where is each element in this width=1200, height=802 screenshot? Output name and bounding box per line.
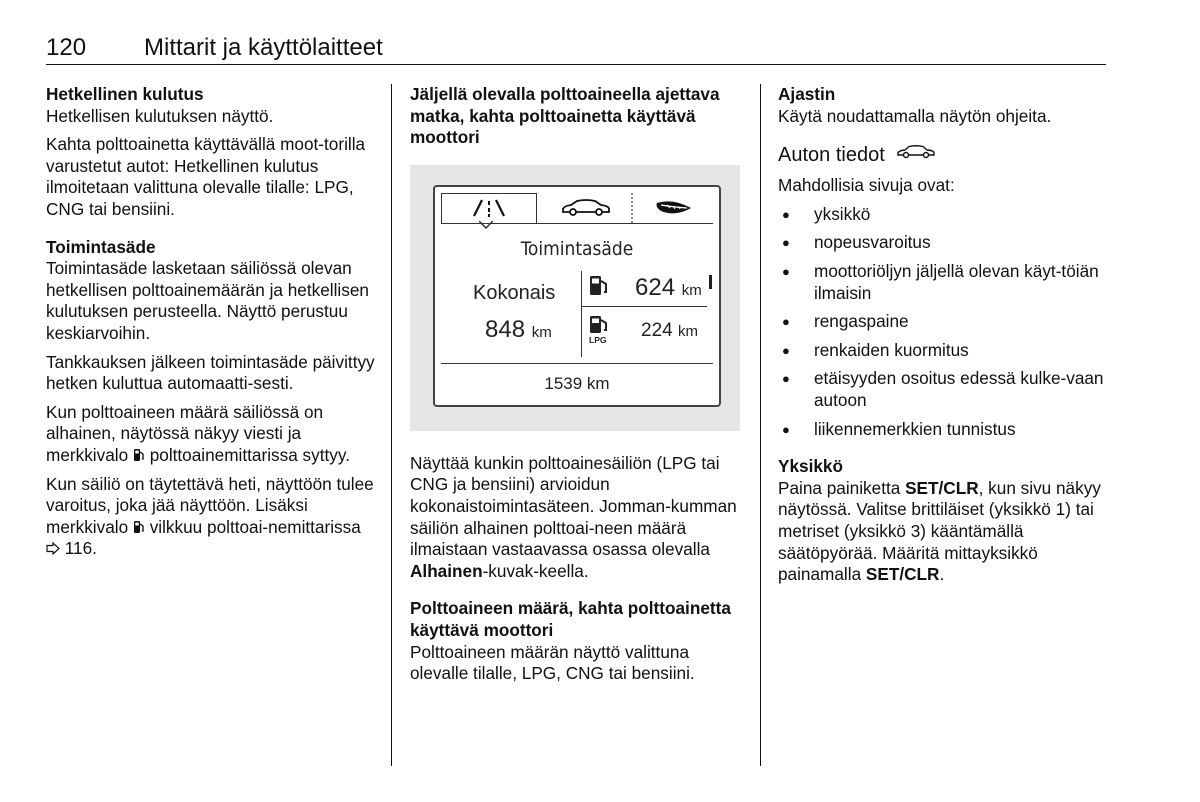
text-segment: polttoainemittarissa syttyy. [144, 444, 350, 465]
fuel-range-2-value: 224 [641, 319, 673, 341]
arrow-ref-icon[interactable] [46, 542, 60, 555]
fuel-range-1 [635, 273, 702, 302]
column-1 [46, 84, 376, 560]
tab-underline [441, 223, 713, 224]
text-segment: Kun säiliö on täytettävä heti, näyttöön tulee varoitus, joka jää näyttöön. Lisäksi merkkivalo [46, 473, 374, 537]
column-2 [410, 84, 745, 685]
heading-text: Auton tiedot [778, 144, 885, 167]
combined-total: 1539 km [544, 373, 610, 393]
list-item: ● yksikkö [778, 204, 1108, 226]
paragraph: Kahta polttoainetta käyttävällä moot-torilla varustetut autot: Hetkellinen kulutus ilmoitetaan valittuna olevalle tilalle: LPG, CNG tai bensiini. [46, 134, 366, 219]
leaf-icon [653, 199, 697, 217]
list-item: ● renkaiden kuormitus [778, 340, 1108, 362]
text-segment: -kuvak-keella. [482, 560, 589, 581]
section-title-instant-consumption: Hetkellinen kulutus [46, 84, 204, 104]
display-illustration [410, 165, 740, 431]
chapter-title: Mittarit ja käyttölaitteet [144, 34, 383, 61]
unit-label: km [681, 281, 702, 299]
lpg-pump-icon [589, 315, 611, 345]
list-item: ● etäisyyden osoitus edessä kulke-vaan autoon [778, 368, 1108, 411]
fuel-pump-icon [133, 448, 145, 462]
section-title-range: Toimintasäde [46, 236, 156, 257]
fuel-pump-icon [589, 275, 609, 297]
paragraph: Hetkellisen kulutuksen näyttö. [46, 105, 274, 126]
text-segment: , kun sivu näkyy näytössä. Valitse brittiläiset (yksikkö 1) tai metriset (yksikkö 3) kääntämällä säätöpyörää. Määritä mittayksikkö painamalla [778, 477, 1101, 585]
list-item: ● liikennemerkkien tunnistus [778, 419, 1108, 441]
paragraph [46, 474, 376, 560]
car-icon [896, 144, 936, 160]
divider [441, 363, 713, 364]
list-item: ● moottoriöljyn jäljellä olevan käyt-töiän ilmaisin [778, 261, 1108, 304]
scroll-indicator [709, 275, 712, 289]
lpg-tag: LPG [589, 334, 607, 345]
pages-list [778, 204, 1108, 440]
list-item: ● nopeusvaroitus [778, 232, 1108, 254]
fuel-pump-icon [133, 520, 145, 534]
paragraph: Polttoaineen määrän näyttö valittuna olevalle tilalle, LPG, CNG tai bensiini. [410, 641, 695, 684]
divider [581, 306, 707, 307]
info-display [433, 185, 721, 407]
section-heading-vehicle-info [778, 141, 1108, 169]
button-name: SET/CLR [865, 564, 940, 585]
page-header [46, 34, 1106, 64]
text-segment: . [939, 564, 945, 585]
paragraph [778, 478, 1108, 586]
page-reference[interactable]: 116. [60, 538, 97, 559]
text-segment: Paina painiketta [778, 477, 906, 498]
paragraph [410, 453, 745, 583]
tab-vehicle [539, 193, 633, 223]
fuel-range-1-value: 624 [635, 273, 676, 301]
car-icon [559, 198, 613, 218]
text-segment: vilkkuu polttoai-nemittarissa [144, 516, 361, 537]
section-title-fuel-level: Polttoaineen määrä, kahta polttoainetta käyttävä moottori [410, 598, 731, 640]
total-range [485, 315, 552, 344]
column-3 [778, 84, 1108, 586]
page-number: 120 [46, 34, 87, 61]
paragraph: Toimintasäde lasketaan säiliössä olevan hetkellisen polttoainemäärän ja hetkellisen kulutuksen perusteella. Näyttö perustuu keskiarvoihin. [46, 258, 369, 343]
text-segment: Näyttää kunkin polttoainesäiliön (LPG tai CNG ja bensiini) arvioidun kokonaistoimintasäteen. Jomman-kumman säiliön alhainen polttoai-neen määrä ilmaistaan vastaavassa osassa olevalla [410, 452, 737, 560]
section-title-timer: Ajastin [778, 84, 836, 104]
paragraph [46, 402, 376, 467]
section-title-unit: Yksikkö [778, 456, 843, 477]
tab-eco [631, 193, 717, 223]
button-name: SET/CLR [905, 477, 979, 498]
fuel-range-2 [641, 320, 698, 343]
tab-trip [441, 193, 537, 223]
text-segment: Kun polttoaineen määrä säiliössä on alhainen, näytössä näkyy viesti ja merkkivalo [46, 401, 324, 465]
road-icon [466, 198, 512, 218]
bold-term: Alhainen [410, 560, 483, 581]
section-title-range-bifuel: Jäljellä olevalla polttoaineella ajettava matka, kahta polttoainetta käyttävä moottori [410, 84, 720, 148]
divider [581, 271, 582, 357]
total-range-value: 848 [485, 315, 526, 343]
total-label: Kokonais [473, 281, 556, 304]
list-item: ● rengaspaine [778, 311, 1108, 333]
header-rule [46, 64, 1106, 65]
paragraph: Tankkauksen jälkeen toimintasäde päivittyy hetken kuluttua automaatti-sesti. [46, 351, 375, 394]
column-divider [391, 84, 392, 766]
display-title: Toimintasäde [520, 237, 634, 260]
paragraph: Mahdollisia sivuja ovat: [778, 175, 955, 196]
unit-label: km [677, 322, 698, 340]
paragraph: Käytä noudattamalla näytön ohjeita. [778, 105, 1052, 126]
unit-label: km [531, 323, 552, 341]
column-divider [760, 84, 761, 766]
